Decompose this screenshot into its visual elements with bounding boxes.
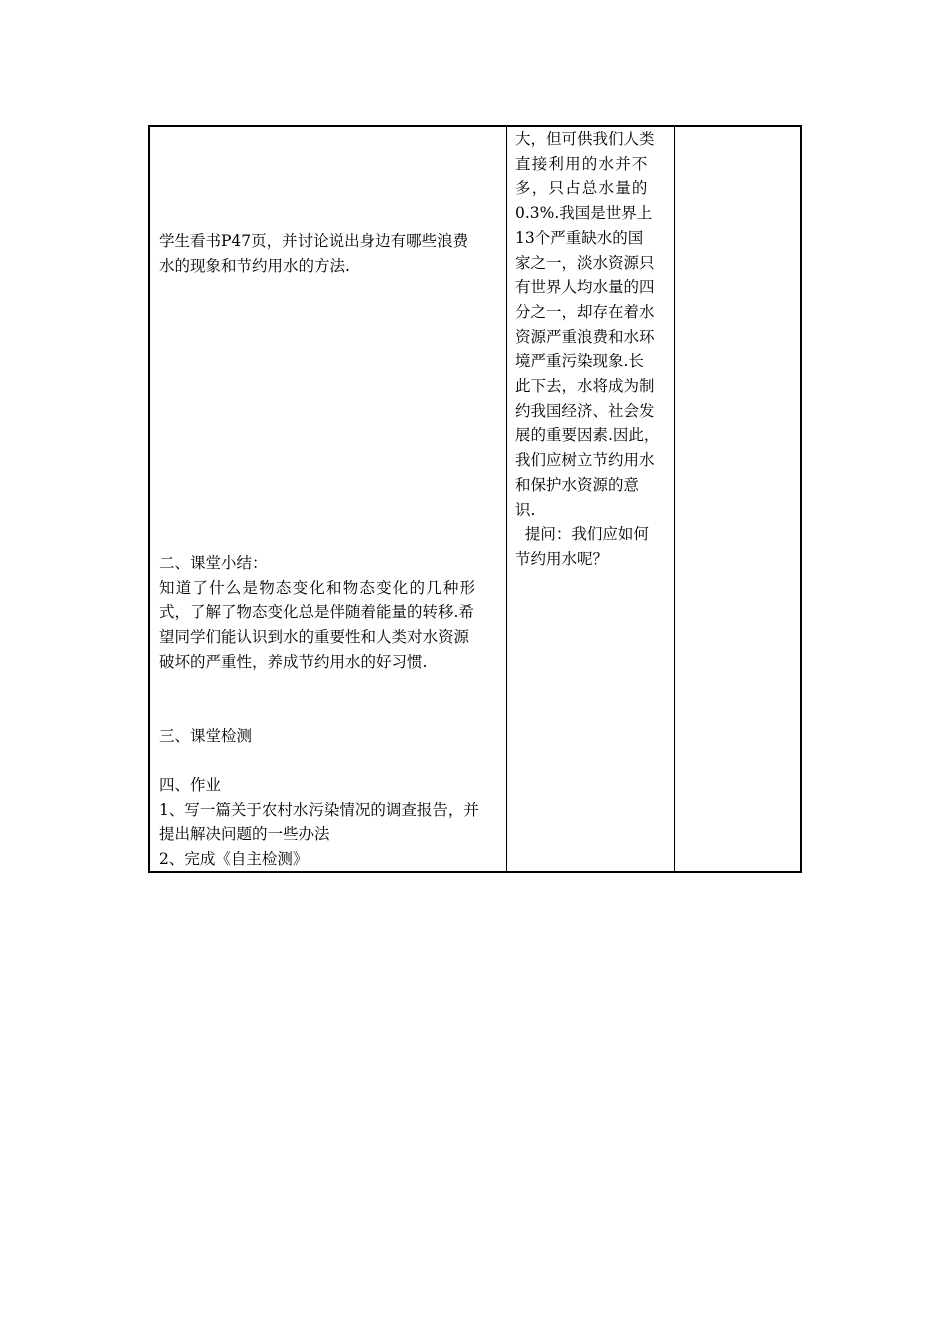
text-line: 多，只占总水量的 [515, 179, 649, 198]
text-line: 0.3%.我国是世界上 [515, 204, 653, 223]
text-line: 大，但可供我们人类 [515, 130, 655, 148]
teacher-activity-column [507, 127, 675, 871]
text-line: 境严重污染现象.长 [515, 352, 644, 371]
text-line: 直接利用的水并不 [515, 154, 649, 173]
homework-item: 1、写一篇关于农村水污染情况的调查报告，并 [159, 800, 479, 819]
text-line: 破坏的严重性，养成节约用水的好习惯. [159, 652, 428, 671]
teacher-question: 提问：我们应如何 [515, 525, 649, 544]
class-summary-section [159, 551, 476, 675]
text-line: 展的重要因素.因此， [515, 426, 660, 445]
lesson-plan-table [148, 125, 802, 873]
homework-heading: 四、作业 [159, 776, 222, 794]
teacher-question: 节约用水呢？ [515, 549, 609, 568]
text-line: 水的现象和节约用水的方法. [159, 256, 350, 275]
homework-item: 提出解决问题的一些办法 [159, 825, 330, 844]
text-line: 分之一，却存在着水 [515, 302, 655, 321]
homework-item: 2、完成《自主检测》 [159, 850, 309, 869]
student-activity-column [150, 127, 507, 871]
class-test-heading: 三、课堂检测 [159, 727, 253, 745]
teacher-activity-text [515, 127, 659, 572]
text-line: 13个严重缺水的国 [515, 228, 644, 247]
text-line: 有世界人均水量的四 [515, 278, 655, 297]
text-line: 资源严重浪费和水环 [515, 327, 655, 346]
text-line: 望同学们能认识到水的重要性和人类对水资源 [159, 628, 470, 647]
student-activity-text [159, 229, 468, 278]
text-line: 知道了什么是物态变化和物态变化的几种形 [159, 578, 477, 597]
text-line: 此下去，水将成为制 [515, 377, 655, 396]
text-line: 学生看书P47页，并讨论说出身边有哪些浪费 [159, 232, 469, 250]
text-line: 约我国经济、社会发 [515, 401, 655, 420]
class-summary-heading: 二、课堂小结： [159, 554, 268, 572]
text-line: 式，了解了物态变化总是伴随着能量的转移.希 [159, 603, 474, 622]
text-line: 我们应树立节约用水 [515, 451, 655, 470]
remarks-column [675, 127, 800, 871]
text-line: 家之一，淡水资源只 [515, 253, 655, 272]
homework-section [159, 773, 479, 872]
text-line: 和保护水资源的意 [515, 475, 640, 494]
text-line: 识. [515, 500, 536, 519]
